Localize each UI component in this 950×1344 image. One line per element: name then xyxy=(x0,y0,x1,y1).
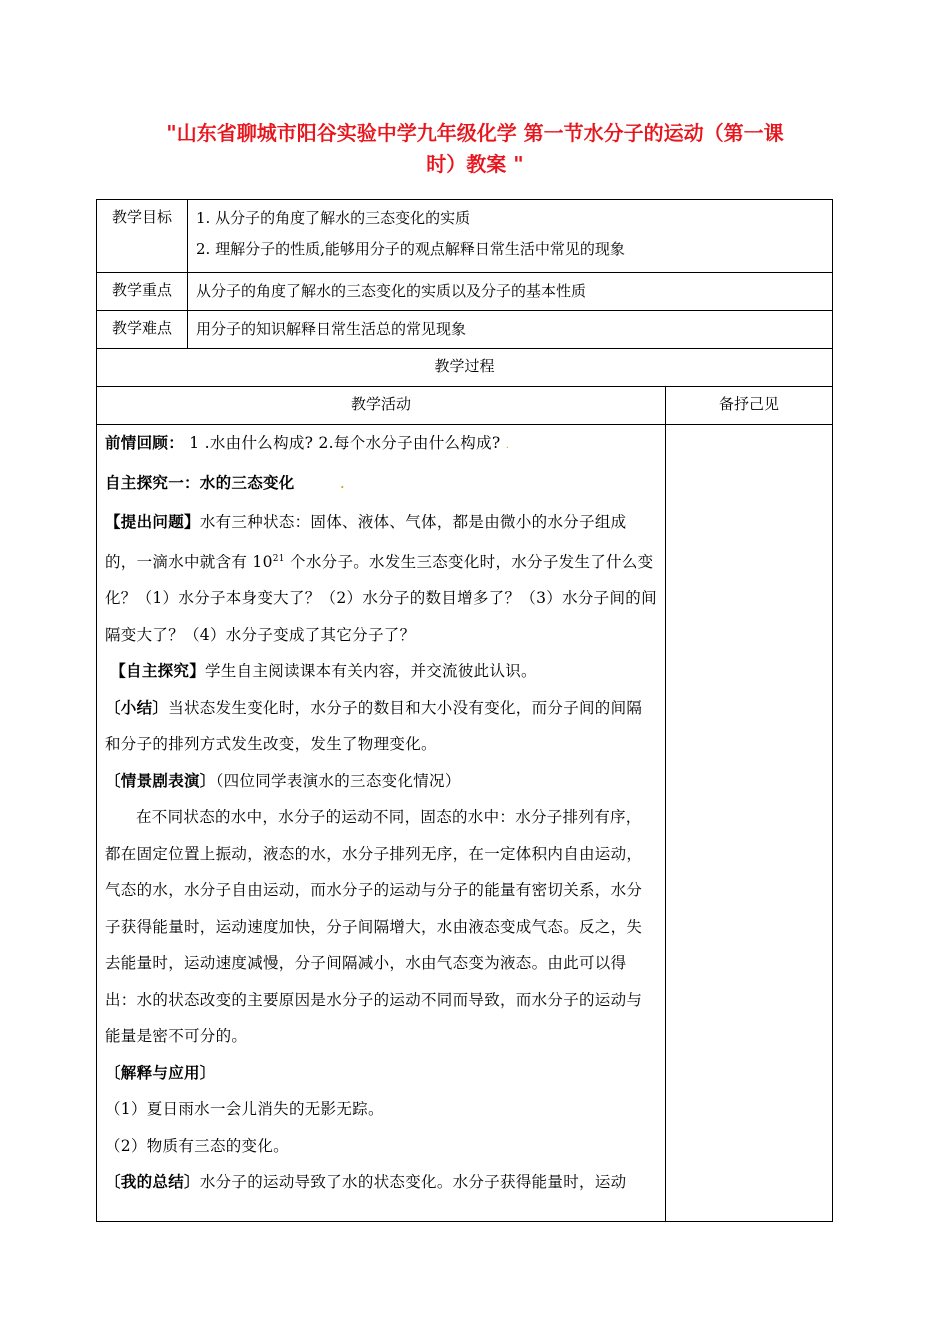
process-header: 教学过程 xyxy=(97,349,833,387)
key-point-row xyxy=(97,273,833,311)
self-explore-text: 学生自主阅读课本有关内容，并交流彼此认识。 xyxy=(205,662,537,681)
objectives-label: 教学目标 xyxy=(97,200,188,273)
apply-label: 〔解释与应用〕 xyxy=(105,1063,216,1082)
notes-column xyxy=(666,425,833,1222)
exponent: 21 xyxy=(272,553,285,564)
objective-item-1: 1. 从分子的角度了解水的三态变化的实质 xyxy=(196,209,471,227)
explore1-title xyxy=(105,465,657,505)
summary-text: 当状态发生变化时，水分子的数目和大小没有变化，而分子间的间隔和分子的排列方式发生改变，发生了物理变化。 xyxy=(105,698,643,754)
difficulty-label: 教学难点 xyxy=(97,311,188,349)
question-text-a: 水有三种状态：固体、液体、气体，都是由微小的水分子组成的，一滴水中就含有 10 xyxy=(105,513,627,571)
question-paragraph xyxy=(105,504,657,653)
activity-content xyxy=(97,425,666,1222)
apply-item-1: （1）夏日雨水一会儿消失的无影无踪。 xyxy=(105,1100,384,1119)
self-explore-line xyxy=(105,653,657,690)
summary-paragraph xyxy=(105,690,657,763)
my-summary-text: 水分子的运动导致了水的状态变化。水分子获得能量时，运动 xyxy=(199,1173,627,1192)
apply-item-2: （2）物质有三态的变化。 xyxy=(105,1136,289,1155)
my-summary-label: 〔我的总结〕 xyxy=(105,1173,200,1192)
drama-line xyxy=(105,763,657,800)
key-point-label: 教学重点 xyxy=(97,273,188,311)
document-title xyxy=(100,118,850,180)
title-line-2: 时）教案 " xyxy=(426,152,524,176)
column-header-row xyxy=(97,387,833,425)
objective-item-2: 2. 理解分子的性质,能够用分子的观点解释日常生活中常见的现象 xyxy=(196,240,625,258)
question-text-b: 个水分子。水发生三态变化时，水分子发生了什么变化？（1）水分子本身变大了？（2）水分子的数目增多了？（3）水分子间的间隔变大了？（4）水分子变成了其它分子了？ xyxy=(105,552,657,644)
activity-content-row xyxy=(97,425,833,1222)
explore1-title-text: 自主探究一：水的三态变化 xyxy=(105,473,295,492)
review-line xyxy=(105,425,657,465)
question-label: 【提出问题】 xyxy=(105,513,200,531)
objectives-content xyxy=(188,200,833,273)
difficulty-row xyxy=(97,311,833,349)
my-summary-line xyxy=(105,1164,657,1201)
review-text: 1 .水由什么构成? 2.每个水分子由什么构成? xyxy=(189,434,501,452)
summary-label: 〔小结〕 xyxy=(105,698,169,717)
main-paragraph: 在不同状态的水中，水分子的运动不同，固态的水中：水分子排列有序，都在固定位置上振动，液态的水，水分子排列无序，在一定体积内自由运动，气态的水，水分子自由运动，而水分子的运动与分子的能量有密切关系，水分子获得能量时，运动速度加快，分子间隔增大，水由液态变成气态。反之，失去能量时，运动速度减慢，分子间隔减小，水由气态变为液态。由此可以得出：水的状态改变的主要原因是水分子的运动不同而导致，而水分子的运动与能量是密不可分的。 xyxy=(105,808,643,1046)
process-header-row xyxy=(97,349,833,387)
self-explore-label: 【自主探究】 xyxy=(110,662,206,681)
decorative-dot: . xyxy=(340,479,345,491)
notes-header: 备抒己见 xyxy=(666,387,833,425)
lesson-plan-table xyxy=(96,199,832,1222)
decorative-dot: . xyxy=(505,440,510,451)
objectives-row xyxy=(97,200,833,273)
activity-header: 教学活动 xyxy=(97,387,666,425)
difficulty-text: 用分子的知识解释日常生活总的常见现象 xyxy=(188,311,833,349)
drama-label: 〔情景剧表演〕 xyxy=(105,771,216,790)
drama-text: （四位同学表演水的三态变化情况） xyxy=(215,771,461,790)
key-point-text: 从分子的角度了解水的三态变化的实质以及分子的基本性质 xyxy=(188,273,833,311)
title-line-1: "山东省聊城市阳谷实验中学九年级化学 第一节水分子的运动（第一课 xyxy=(166,121,784,145)
review-label: 前情回顾： xyxy=(105,434,185,452)
